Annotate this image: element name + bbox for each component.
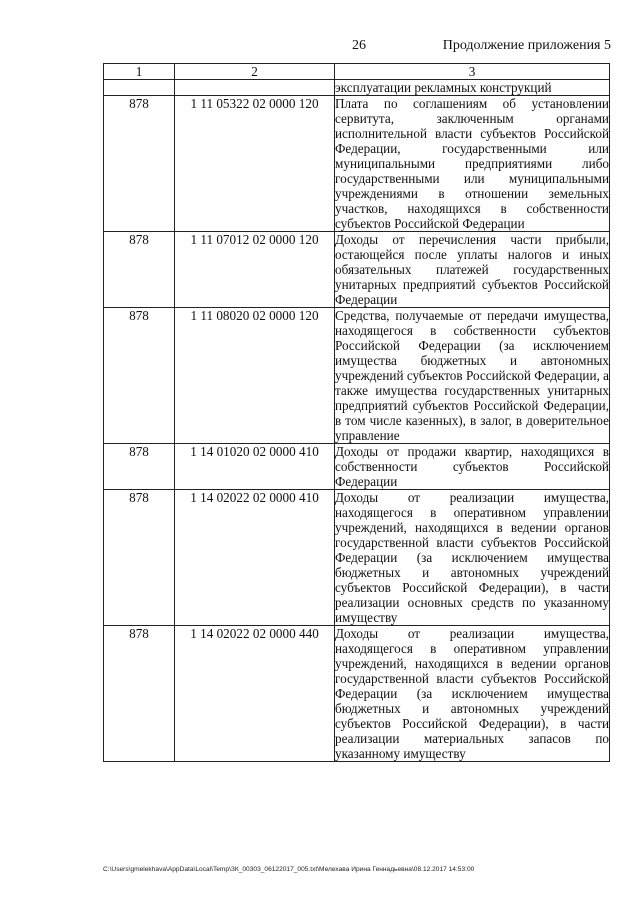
appendix-caption: Продолжение приложения 5	[442, 38, 611, 53]
column-number-row	[104, 64, 610, 80]
budget-classification-code: 1 14 01020 02 0000 410	[175, 444, 335, 490]
revenue-codes-table	[103, 63, 610, 762]
admin-code: 878	[104, 490, 175, 626]
revenue-description: Доходы от реализации имущества, находящегося в оперативном управлении учреждений, находящихся в ведении органов государственной власти субъектов Российской Федерации (за исключением имущества бюджетных и автономных учреждений субъектов Российской Федерации), в части реализации основных средств по указанному имуществу	[335, 490, 609, 625]
admin-code: 878	[104, 308, 175, 444]
table-row	[104, 96, 610, 232]
revenue-description: Доходы от перечисления части прибыли, остающейся после уплаты налогов и иных обязательных платежей государственных унитарных предприятий субъектов Российской Федерации	[335, 232, 609, 307]
table-row	[104, 444, 610, 490]
page-number: 26	[352, 38, 366, 53]
empty-cell	[175, 80, 335, 96]
budget-classification-code: 1 14 02022 02 0000 410	[175, 490, 335, 626]
revenue-description: Доходы от реализации имущества, находящегося в оперативном управлении учреждений, находящихся в ведении органов государственной власти субъектов Российской Федерации (за исключением имущества бюджетных и автономных учреждений субъектов Российской Федерации), в части реализации материальных запасов по указанному имуществу	[335, 626, 609, 761]
revenue-description: Средства, получаемые от передачи имущества, находящегося в собственности субъектов Российской Федерации (за исключением имущества бюджетных и автономных учреждений субъектов Российской Федерации, а также имущества государственных унитарных предприятий субъектов Российской Федерации, в том числе казенных), в залог, в доверительное управление	[335, 308, 609, 443]
footer-file-path: C:\Users\gmelekhava\AppData\Local\Temp\ЗК_00303_06122017_005.txt\Мелехава Ирина Геннадьевна\08.12.2017 14:53:00	[103, 866, 475, 873]
empty-cell	[104, 80, 175, 96]
admin-code: 878	[104, 96, 175, 232]
admin-code: 878	[104, 232, 175, 308]
budget-classification-code: 1 11 07012 02 0000 120	[175, 232, 335, 308]
revenue-description: Плата по соглашениям об установлении сервитута, заключенным органами исполнительной власти субъектов Российской Федерации, государственными или муниципальными предприятиями либо государственными или муниципальными учреждениями в отношении земельных участков, находящихся в собственности субъектов Российской Федерации	[335, 96, 609, 231]
budget-classification-code: 1 14 02022 02 0000 440	[175, 626, 335, 762]
column-number: 3	[335, 64, 610, 80]
continued-description: эксплуатации рекламных конструкций	[335, 80, 610, 96]
table-row	[104, 626, 610, 762]
table-row	[104, 490, 610, 626]
admin-code: 878	[104, 444, 175, 490]
budget-classification-code: 1 11 05322 02 0000 120	[175, 96, 335, 232]
budget-classification-code: 1 11 08020 02 0000 120	[175, 308, 335, 444]
column-number: 2	[175, 64, 335, 80]
table-row	[104, 308, 610, 444]
table-row-continuation	[104, 80, 610, 96]
column-number: 1	[104, 64, 175, 80]
revenue-description: Доходы от продажи квартир, находящихся в собственности субъектов Российской Федерации	[335, 444, 609, 489]
admin-code: 878	[104, 626, 175, 762]
table-row	[104, 232, 610, 308]
